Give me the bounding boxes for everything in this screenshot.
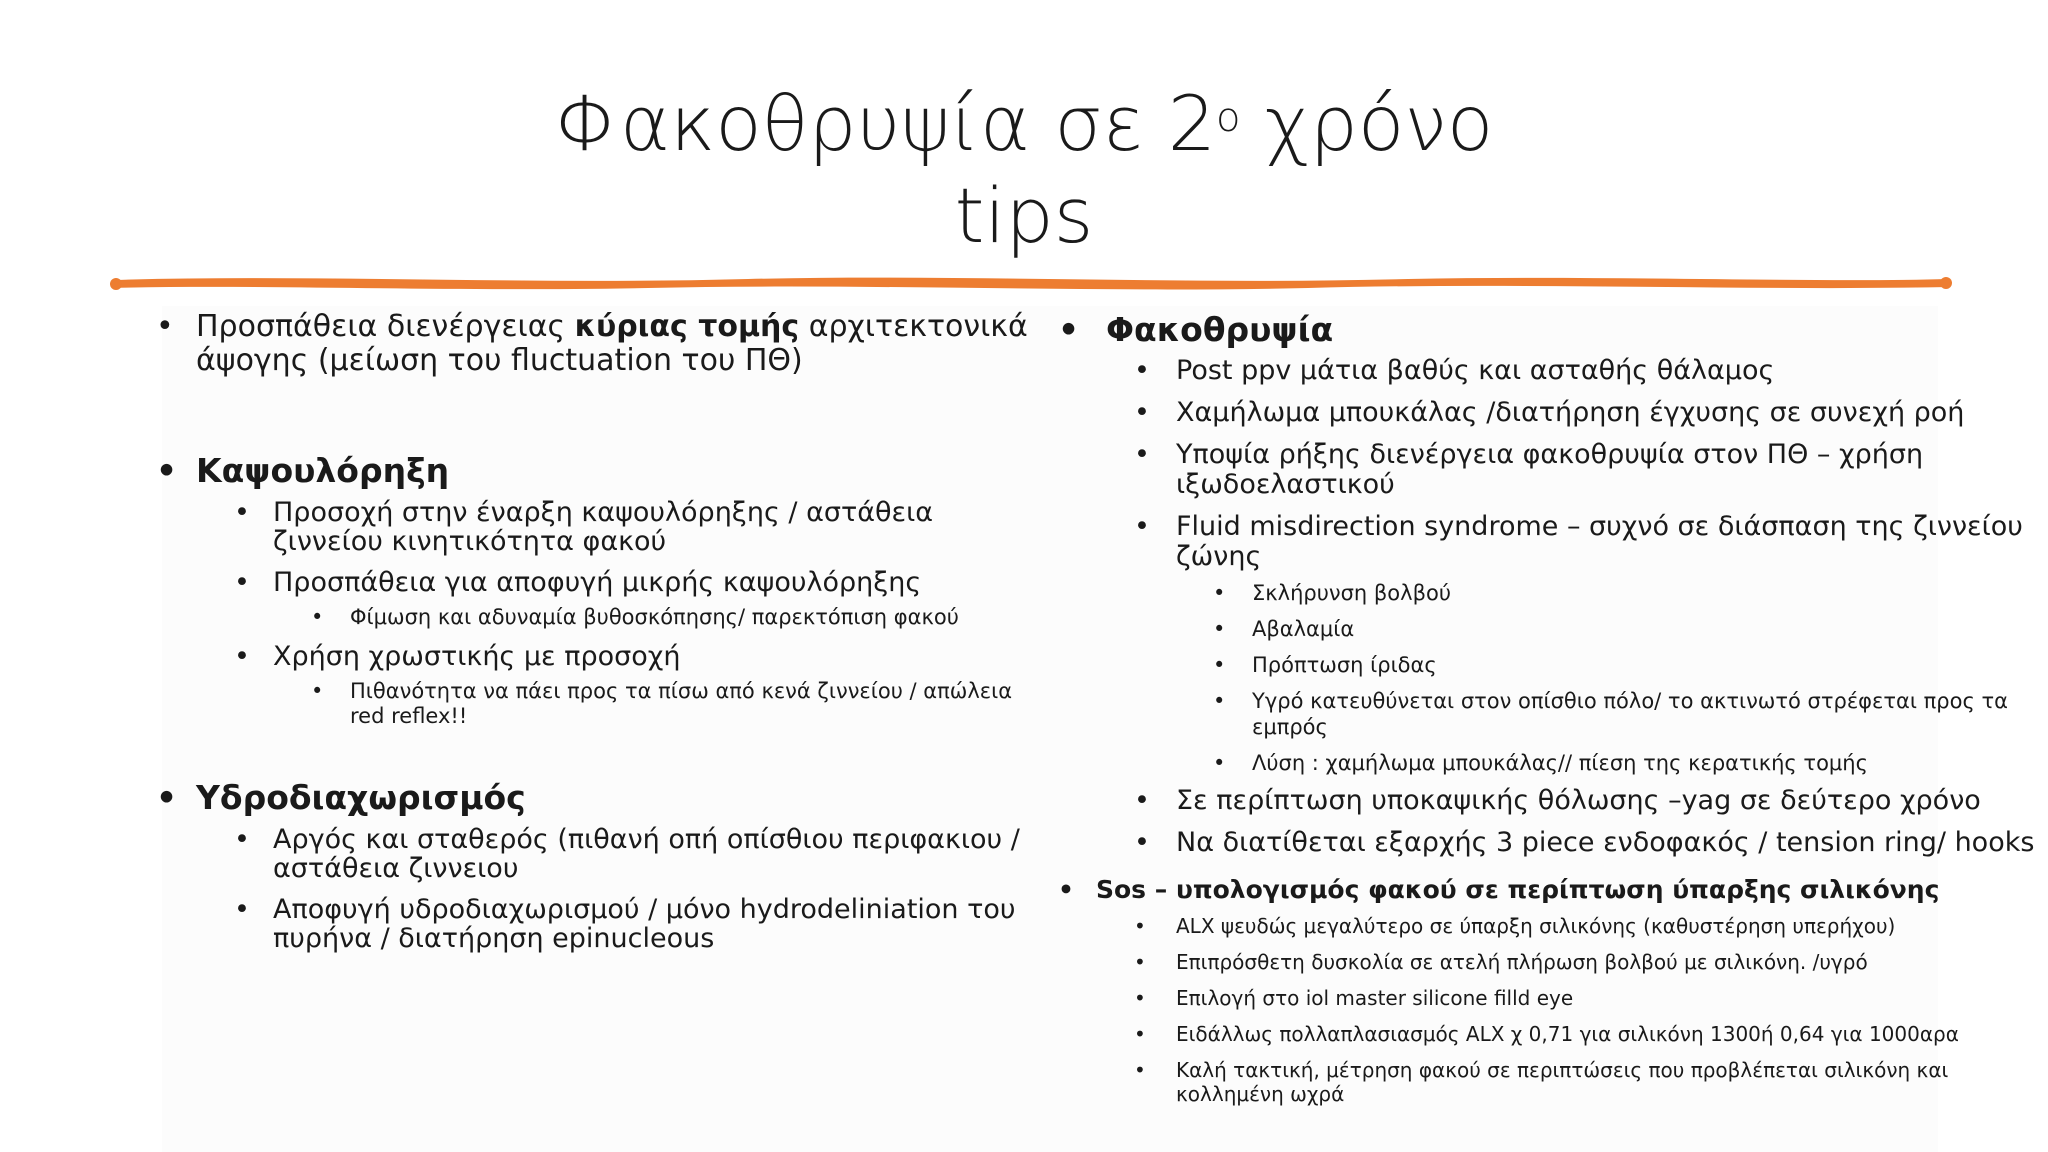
orange-brush-divider: [108, 270, 1954, 296]
list-item: • Φίμωση και αδυναμία βυθοσκόπησης/ παρεκτόπιση φακού: [148, 605, 1048, 630]
list-item: • Καλή τακτική, μέτρηση φακού σε περιπτώσεις που προβλέπεται σιλικόνη και κολλημένη ωχρά: [1050, 1058, 2040, 1106]
list-item: • Πιθανότητα να πάει προς τα πίσω από κενά ζιννείου / απώλεια red reflex!!: [148, 679, 1048, 729]
list-item: • Αργός και σταθερός (πιθανή οπή οπίσθιου περιφακιου /αστάθεια ζιννειου: [148, 825, 1048, 883]
list-item: • Χρήση χρωστικής με προσοχή: [148, 642, 1048, 671]
title-line-1: Φακοθρυψία σε $2^o$ χρόνο: [554, 79, 1494, 168]
list-item: • Να διατίθεται εξαρχής 3 piece ενδοφακός / tension ring/ hooks: [1050, 828, 2040, 858]
list-item: • Fluid misdirection syndrome – συχνό σε διάσπαση της ζιννείου ζώνης: [1050, 512, 2040, 572]
list-item: • Προσοχή στην έναρξη καψουλόρηξης / αστάθεια ζιννείου κινητικότητα φακού: [148, 498, 1048, 556]
list-item: • Προσπάθεια διενέργειας κύριας τομής αρχιτεκτονικά άψογης (μείωση του fluctuation του ΠΘ): [148, 310, 1048, 378]
phaco-heading: • Φακοθρυψία: [1050, 310, 2040, 350]
list-item: • Υποψία ρήξης διενέργεια φακοθρυψία στον ΠΘ – χρήση ιξωδοελαστικού: [1050, 440, 2040, 500]
list-item: • Προσπάθεια για αποφυγή μικρής καψουλόρηξης: [148, 568, 1048, 597]
list-item: • Χαμήλωμα μπουκάλας /διατήρηση έγχυσης σε συνεχή ροή: [1050, 398, 2040, 428]
list-item: • Πρόπτωση ίριδας: [1050, 652, 2040, 678]
list-item: • Επιλογή στο iol master silicone filld eye: [1050, 986, 2040, 1010]
list-item: • Ειδάλλως πολλαπλασιασμός ALX χ 0,71 για σιλικόνη 1300ή 0,64 για 1000αρα: [1050, 1022, 2040, 1046]
list-item: • Αβαλαμία: [1050, 616, 2040, 642]
list-item: • Υγρό κατευθύνεται στον οπίσθιο πόλο/ το ακτινωτό στρέφεται προς τα εμπρός: [1050, 688, 2040, 740]
list-item: • Post ppv μάτια βαθύς και ασταθής θάλαμος: [1050, 356, 2040, 386]
list-item: • Σε περίπτωση υποκαψικής θόλωσης –yag σε δεύτερο χρόνο: [1050, 786, 2040, 816]
left-column: [148, 310, 1048, 953]
hydrodissection-heading: • Υδροδιαχωρισμός: [148, 781, 1048, 815]
slide-title: [0, 78, 2048, 262]
list-item: • Σκλήρυνση βολβού: [1050, 580, 2040, 606]
list-item: • Λύση : χαμήλωμα μπουκάλας// πίεση της κερατικής τομής: [1050, 750, 2040, 776]
list-item: • Επιπρόσθετη δυσκολία σε ατελή πλήρωση βολβού με σιλικόνη. /υγρό: [1050, 950, 2040, 974]
capsulorhexis-heading: • Καψουλόρηξη: [148, 454, 1048, 488]
right-column: [1050, 310, 2040, 1106]
title-line-2: tips: [954, 171, 1094, 260]
list-item: • ALX ψευδώς μεγαλύτερο σε ύπαρξη σιλικόνης (καθυστέρηση υπερήχου): [1050, 914, 2040, 938]
list-item: • Αποφυγή υδροδιαχωρισμού / μόνο hydrodeliniation του πυρήνα / διατήρηση epinucleous: [148, 895, 1048, 953]
sos-heading: • Sos – υπολογισμός φακού σε περίπτωση ύπαρξης σιλικόνης: [1050, 874, 2040, 906]
